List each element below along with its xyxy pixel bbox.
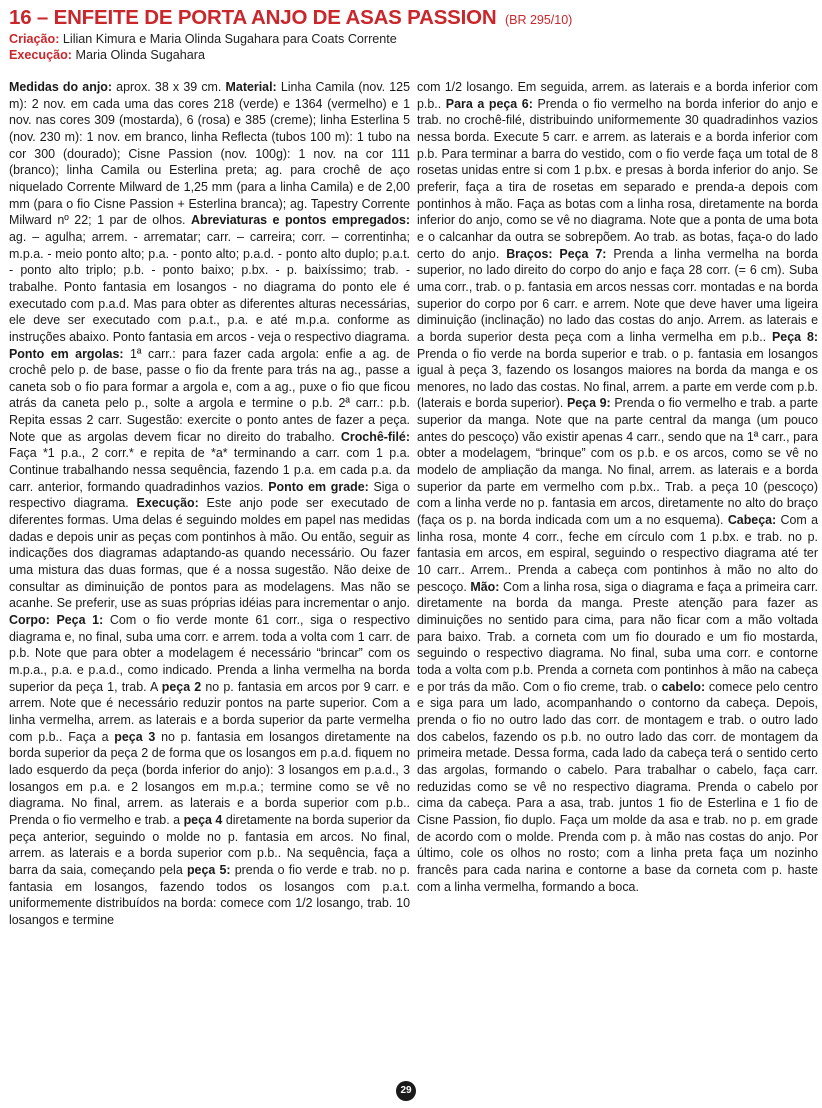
creation-line xyxy=(9,31,815,47)
right-heading: Para a peça 6: xyxy=(445,96,533,111)
left-heading: peça 3 xyxy=(114,729,156,744)
right-heading: Mão: xyxy=(470,579,500,594)
left-heading: Ponto em grade: xyxy=(268,479,369,494)
execution-label: Execução: xyxy=(9,48,72,62)
left-heading: peça 2 xyxy=(161,679,202,694)
left-text: aprox. 38 x 39 cm. xyxy=(112,80,226,94)
left-text: Linha Camila (nov. 125 m): 2 nov. em cada uma das cores 218 (verde) e 1364 (vermelho) e 1 nov. nas cores 309 (mostarda), 6 (rosa) e 385 (creme); linha Esterlina 5 (nov. 230 m): 1 nov. em branco, linha Reflecta (tubos 100 m): 1 tubo na cor 300 (dourado); Cisne Passion (nov. 100g): 1 nov. na cor 111 (branco); linha Camila ou Esterlina preta; ag. para crochê de aço niquelado Corrente Milward de 1,25 mm (para a linha Camila) e de 2,00 mm (para o fio Cisne Passion + Esterlina branca); ag. Tapestry Corrente Milward nº 22; 1 par de olhos. xyxy=(9,80,411,228)
left-text: no p. fantasia em arcos por 9 carr. e arrem. Note que é necessário reduzir pontos na parte superior. Com a linha vermelha, arrem. as laterais e a borda superior da parte vermelha com p.b.. Faça a xyxy=(9,679,410,744)
left-text: Com o fio verde monte 61 corr., siga o respectivo diagrama e, no final, suba uma corr. e arrem. toda a volta com 1 carr. de p.b. Note que para obter a modelagem é necessário “brincar” com os m.p.a., p.a. e p.a.d., como indicado. Prenda a linha vermelha na borda superior da peça 1, trab. A xyxy=(9,613,410,694)
left-heading: Corpo: Peça 1: xyxy=(9,613,104,627)
right-text: comece pelo centro e siga para um lado, acompanhando o contorno da cabeça. Depois, prenda o fio no outro lado das corr. de montagem e trab. o outro lado dos cabelos, fazendo os p.b. no outro lado das corr. de montagem da primeira metade. Dessa forma, cada lado da cabeça terá o sentido certo das argolas, formando o cabelo. Para trabalhar o cabelo, faça carr. reduzidas como se vê no respectivo diagrama. Prenda o cabelo por cima da cabeça. Para a asa, trab. juntos 1 fio de Esterlina e 1 fio de Cisne Passion, fio duplo. Faça um molde da asa e trab. no p. em grade de acordo com o molde. Prenda com p. à mão nas costas do anjo. Por último, cole os olhos no rosto; com a linha preta faça um nozinho francês para cada narina e contorne a base da corneta com p. haste com a linha vermelha, formando a boca. xyxy=(417,679,819,894)
right-heading: cabelo: xyxy=(661,679,706,694)
right-text: com 1/2 losango. Em seguida, arrem. as laterais e a borda inferior com p.b.. xyxy=(417,80,818,111)
left-text: Faça *1 p.a., 2 corr.* e repita de *a* terminando a carr. com 1 p.a. Continue trabalhando nessa sequência, fazendo 1 p.a. em cada p.a. da carr. anterior, formando quadradinhos vazios. xyxy=(9,446,410,494)
title-line xyxy=(9,6,815,30)
right-heading: Cabeça: xyxy=(727,513,777,528)
left-heading: Material: xyxy=(225,80,277,94)
right-heading: Peça 8: xyxy=(772,329,818,344)
right-text: Prenda o fio verde na borda superior e trab. o p. fantasia em losangos igual à peça 3, fazendo os losangos maiores na borda da manga e os menores, no lado das costas. No final, arrem. a parte em verde com p.b. (laterais e borda superior). xyxy=(417,346,818,411)
left-heading: Crochê-filé: xyxy=(340,429,410,444)
creation-label: Criação: xyxy=(9,32,60,46)
text-column-left xyxy=(9,79,410,928)
page-title: 16 – ENFEITE DE PORTA ANJO DE ASAS PASSION xyxy=(9,6,497,29)
right-text: Com a linha rosa, monte 4 corr., feche em círculo com 1 p.bx. e trab. no p. fantasia em arcos, em espiral, seguindo o respectivo diagrama até ter 10 carr.. Arrem.. Prenda a cabeça com pontinhos à mão no alto do pescoço. xyxy=(417,513,818,594)
credits xyxy=(9,31,815,63)
left-paragraph xyxy=(9,79,410,928)
left-text: diretamente na borda superior da peça anterior, seguindo o molde no p. fantasia em arcos. No final, arrem. as laterais e a borda superior com p.b.. Na sequência, faça a barra da saia, começando pela xyxy=(9,812,410,877)
execution-line xyxy=(9,47,815,63)
left-heading: Abreviaturas e pontos empregados: xyxy=(191,213,410,228)
left-heading: Medidas do anjo: xyxy=(9,80,113,94)
right-heading: Braços: Peça 7: xyxy=(506,246,607,261)
pattern-code: (BR 295/10) xyxy=(504,13,573,27)
left-heading: Ponto em argolas: xyxy=(9,346,124,361)
right-paragraph xyxy=(417,79,818,895)
left-text: Este anjo pode ser executado de diferentes formas. Uma delas é seguindo moldes em papel nas medidas dadas e depois unir as peças com pontinhos à mão. Ou então, seguir as indicações dos diagramas adaptando-as quando necessário. Ou fazer uma mistura das duas formas, que é a nossa sugestão. Não deixe de consultar as diminuição de pontos para as modelagens. Mas não se acanhe. Se preferir, use as suas próprias idéias para incrementar o anjo. xyxy=(9,496,410,611)
right-text: Com a linha rosa, siga o diagrama e faça a primeira carr. diretamente na borda da manga. Preste atenção para fazer as diminuições no sentido para cima, para não ficar com a mão voltada para baixo. Trab. a corneta com um fio dourado e um fio mostarda, seguindo o respectivo diagrama. No final, suba uma corr. e contorne toda a volta com p.b. Prenda a corneta com pontinhos à mão na cabeça e por trás da mão. Com o fio creme, trab. o xyxy=(417,579,818,694)
execution-value: Maria Olinda Sugahara xyxy=(75,48,206,62)
left-heading: Execução: xyxy=(136,496,199,511)
creation-value: Lilian Kimura e Maria Olinda Sugahara para Coats Corrente xyxy=(62,32,397,46)
page-number: 29 xyxy=(396,1081,416,1101)
right-text: Prenda o fio vermelho e trab. a parte superior da manga. Note que na parte central da manga (um pouco antes do pescoço) vão existir apenas 4 carr., sendo que na 1ª carr., para obter a modelagem, “brinque” com os p.b. e os arcos, como se vê no modelo de ampliação da manga. No final, arrem. as laterais e a borda superior da parte em vermelho com p.bx.. Trab. a peça 10 (pescoço) com a linha verde no p. fantasia em arcos, diretamente no alto do braço (faça os p. na borda indicada com um a no esquema). xyxy=(417,396,819,528)
left-heading: peça 5: xyxy=(186,862,231,877)
text-column-right xyxy=(417,79,818,895)
left-text: no p. fantasia em losangos diretamente na borda superior da peça 2 de forma que os losangos em p.a.d. fiquem no lado esquerdo da peça (borda inferior do anjo): 3 losangos em p.a.d., 3 losangos em p.a. e 2 losangos em m.p.a.; termine como se vê no diagrama. No final, arrem. as laterais e a borda superior com p.b.. Prenda o fio vermelho e trab. a xyxy=(9,729,410,827)
right-heading: Peça 9: xyxy=(566,396,611,411)
left-text: prenda o fio verde e trab. no p. fantasia em losangos, fazendo todos os losangos com p.a.t. uniformemente distribuídos na borda: comece com 1/2 losango, trab. 10 losangos e termine xyxy=(9,862,410,927)
right-text: Prenda o fio vermelho na borda inferior do anjo e trab. no crochê-filé, distribuindo uniformemente 30 quadradinhos vazios nessa borda. Execute 5 carr. e arrem. as laterais e a borda inferior com p.b. Para terminar a barra do vestido, com o fio verde faça um total de 8 rosetas unidas entre si com 1 p.bx. e presas à borda inferior do anjo. Se preferir, faça a tira de rosetas em separado e prenda-a depois com pontinhos à mão. Faça as botas com a linha rosa, diretamente na borda inferior do anjo, como se vê no diagrama. Note que a ponta de uma bota e o calcanhar da outra se sobrepõem. Ao trab. as botas, faça-o do lado certo do anjo. xyxy=(417,96,818,261)
left-heading: peça 4 xyxy=(183,812,223,827)
left-text: Siga o respectivo diagrama. xyxy=(9,479,410,511)
left-text: ag. – agulha; arrem. - arrematar; carr. – carreira; corr. – correntinha; m.p.a. - meio ponto alto; p.a. - ponto alto; p.a.d. - ponto alto duplo; p.a.t. - ponto alto triplo; p.b. - ponto baixo; p.bx. - p. baixíssimo; trab. - trabalhe. Ponto fantasia em losangos - no diagrama do ponto ele é executado com p.a.d. Mas para obter as diferentes alturas necessárias, ele deve ser executado com p.a.t., p.a. e até m.p.a. conforme as instruções abaixo. Ponto fantasia em arcos - veja o respectivo diagrama. xyxy=(9,229,410,344)
left-text: 1ª carr.: para fazer cada argola: enfie a ag. de crochê pelo p. de base, passe o fio da frente para trás na ag., passe a caneta sob o fio para formar a argola e, com a ag., puxe o fio que ficou atrás da caneta pelo p., solte a argola e termine o p.b. 2ª carr.: p.b. Repita essas 2 carr. Sugestão: exercite o ponto antes de fazer a peça. Note que as argolas devem ficar no direito do trabalho. xyxy=(9,346,410,444)
right-text: Prenda a linha vermelha na borda superior, no lado direito do corpo do anjo e faça 28 corr. (= 6 cm). Suba uma corr., trab. o p. fantasia em arcos nessas corr. montadas e na borda superior do corpo por 6 carr. e arrem. Note que deve haver uma ligeira diminuição (inclinação) no lado das costas do anjo. Arrem. as laterais e a borda superior desta peça com a linha vermelha em p.b.. xyxy=(417,246,818,344)
